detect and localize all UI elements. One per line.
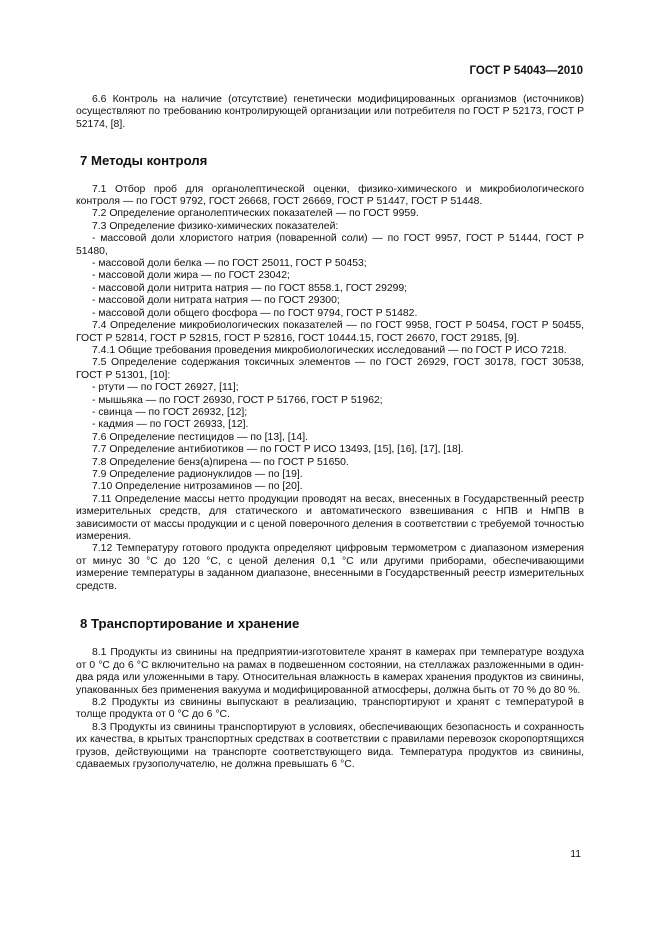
paragraph: 7.4 Определение микробиологических показателей — по ГОСТ 9958, ГОСТ Р 50454, ГОСТ Р 50455, ГОСТ Р 52814, ГОСТ Р 52815, ГОСТ Р 52816, ГОСТ 10444.15, ГОСТ 26670, ГОСТ 29185, [9]. [76,320,584,344]
paragraph: 7.5 Определение содержания токсичных элементов — по ГОСТ 26929, ГОСТ 30178, ГОСТ 30538, ГОСТ Р 51301, [10]: [76,357,584,381]
paragraph: 7.4.1 Общие требования проведения микробиологических исследований — по ГОСТ Р ИСО 7218. [92,344,567,356]
paragraph: 7.12 Температуру готового продукта определяют цифровым термометром с диапазоном измерения от минус 30 °С до 120 °С, с ценой деления 0,1 °С или другими приборами, обеспечивающими измерение температуры в заданном диапазоне, внесенными в Государственный реестр измерительных средств. [76,543,584,592]
section-8-body [76,647,584,771]
page-number: 11 [570,849,581,860]
paragraph: 7.1 Отбор проб для органолептической оценки, физико-химического и микробиологического контроля — по ГОСТ 9792, ГОСТ 26668, ГОСТ 26669, ГОСТ Р 51447, ГОСТ Р 51448. [76,183,584,208]
list-item: - массовой доли нитрита натрия — по ГОСТ 8558.1, ГОСТ 29299; [92,282,408,294]
list-item: - свинца — по ГОСТ 26932, [12]; [92,406,248,418]
paragraph: 7.7 Определение антибиотиков — по ГОСТ Р ИСО 13493, [15], [16], [17], [18]. [92,444,464,456]
list-item: - массовой доли белка — по ГОСТ 25011, ГОСТ Р 50453; [92,258,367,270]
paragraph: 7.8 Определение бенз(а)пирена — по ГОСТ Р 51650. [92,456,349,468]
paragraph: 8.3 Продукты из свинины транспортируют в условиях, обеспечивающих безопасность и сохранность их качества, в крытых транспортных средствах в соответствии с правилами перевозок скоропортящихся грузов, действующими на транспорте соответствующего вида. Температура продуктов из свинины, сдаваемых грузополучателю, не должна превышать 6 °С. [76,721,584,771]
paragraph: 7.9 Определение радионуклидов — по [19]. [92,468,303,480]
paragraph: 7.10 Определение нитрозаминов — по [20]. [92,481,303,493]
section-7-body [76,184,584,593]
paragraph: 8.1 Продукты из свинины на предприятии-изготовителе хранят в камерах при температуре воздуха от 0 °С до 6 °С включительно на рамах в подвешенном состоянии, на стеллажах разложенными в один-два ряда или уложенными в тару. Относительная влажность в камерах хранения продуктов из свинины, упакованных без применения вакуума и модифицированной атмосферы, должна быть от 70 % до 80 %. [76,647,584,696]
list-item: - массовой доли общего фосфора — по ГОСТ 9794, ГОСТ Р 51482. [92,307,418,319]
paragraph: 7.6 Определение пестицидов — по [13], [14]. [92,431,308,443]
paragraph-6-6: 6.6 Контроль на наличие (отсутствие) генетически модифицированных организмов (источников) осуществляют по требованию контролирующей организации или потребителя по ГОСТ Р 52173, ГОСТ Р 52174, [8]. [76,94,584,130]
section-8-title: 8 Транспортирование и хранение [80,616,300,632]
paragraph: 7.2 Определение органолептических показателей — по ГОСТ 9959. [92,208,419,220]
section-7-title: 7 Методы контроля [80,153,208,169]
list-item: - массовой доли нитрата натрия — по ГОСТ 29300; [92,295,340,307]
paragraph: 7.3 Определение физико-химических показателей: [92,220,339,232]
list-item: - кадмия — по ГОСТ 26933, [12]. [92,419,249,431]
list-item: - мышьяка — по ГОСТ 26930, ГОСТ Р 51766, ГОСТ Р 51962; [92,394,383,406]
list-item: - массовой доли жира — по ГОСТ 23042; [92,270,290,282]
list-item: - ртути — по ГОСТ 26927, [11]; [92,382,239,394]
paragraph: 8.2 Продукты из свинины выпускают в реализацию, транспортируют и хранят с температурой в толще продукта от 0 °С до 6 °С. [76,697,584,721]
page-content [76,94,584,772]
list-item: - массовой доли хлористого натрия (поваренной соли) — по ГОСТ 9957, ГОСТ Р 51444, ГОСТ Р 51480, [76,233,584,257]
paragraph: 7.11 Определение массы нетто продукции проводят на весах, внесенных в Государственный реестр измерительных средств, для статического и автоматического взвешивания с НПВ и НмПВ в зависимости от массы продукции и с ценой поверочного деления в соответствии с требуемой точностью измерения. [76,493,584,542]
document-id-header: ГОСТ Р 54043—2010 [469,65,583,77]
